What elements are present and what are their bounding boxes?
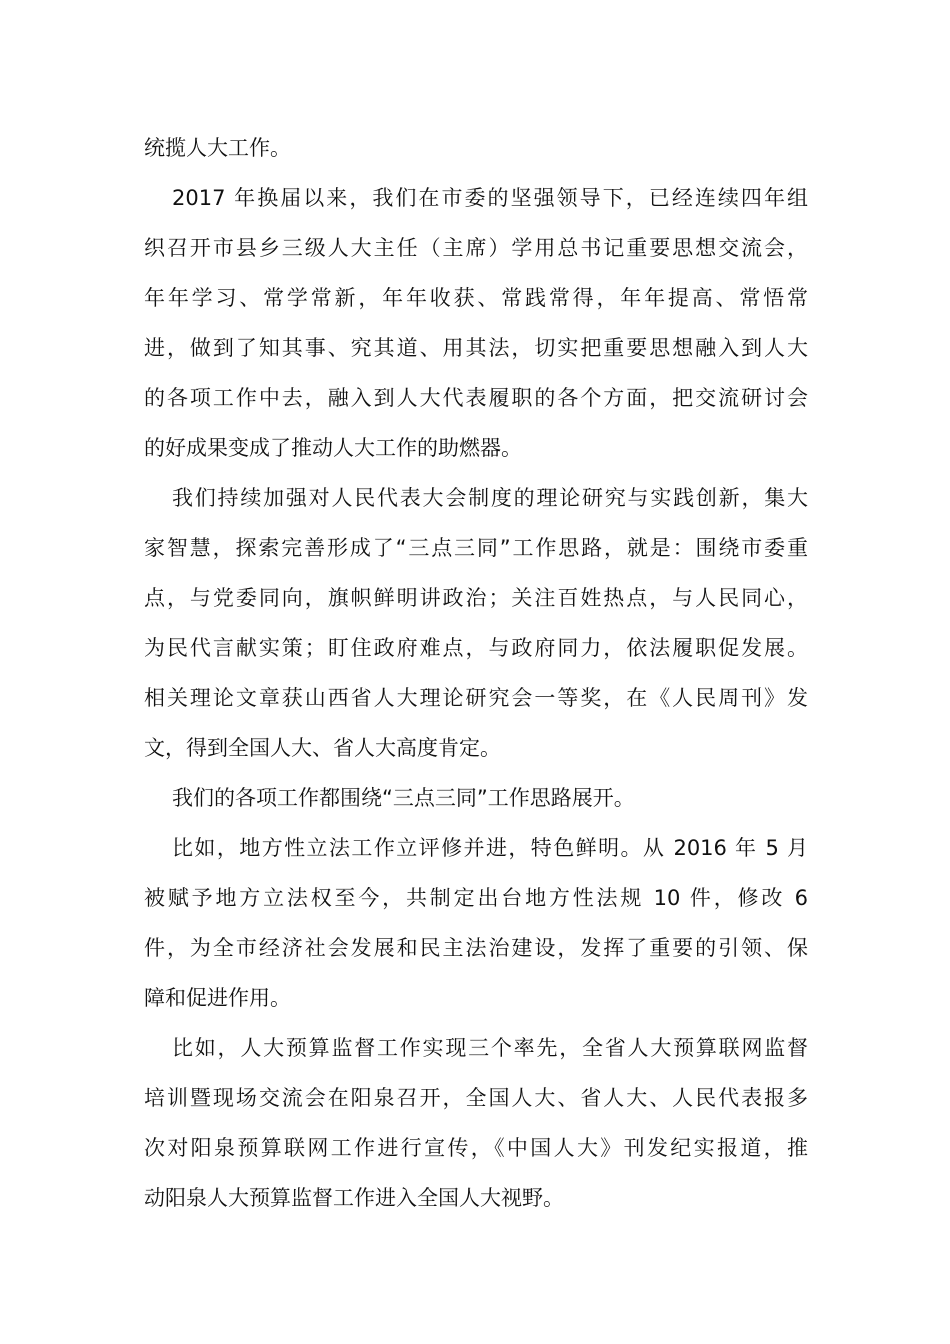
text-line: 年年学习、常学常新，年年收获、常践常得，年年提高、常悟常 xyxy=(144,286,808,310)
text-line: 统揽人大工作。 xyxy=(144,136,291,160)
text-line: 2017 年换届以来，我们在市委的坚强领导下，已经连续四年组 xyxy=(172,186,808,210)
text-line: 动阳泉人大预算监督工作进入全国人大视野。 xyxy=(144,1186,564,1210)
text-line: 障和促进作用。 xyxy=(144,986,291,1010)
text-line: 文，得到全国人大、省人大高度肯定。 xyxy=(144,736,501,760)
text-line: 的好成果变成了推动人大工作的助燃器。 xyxy=(144,436,522,460)
text-line: 培训暨现场交流会在阳泉召开，全国人大、省人大、人民代表报多 xyxy=(144,1086,808,1110)
text-line: 比如，地方性立法工作立评修并进，特色鲜明。从 2016 年 5 月 xyxy=(172,836,808,860)
text-line: 点，与党委同向，旗帜鲜明讲政治；关注百姓热点，与人民同心， xyxy=(144,586,808,610)
text-line: 织召开市县乡三级人大主任（主席）学用总书记重要思想交流会， xyxy=(144,236,808,260)
text-line: 件，为全市经济社会发展和民主法治建设，发挥了重要的引领、保 xyxy=(144,936,808,960)
text-line: 次对阳泉预算联网工作进行宣传，《中国人大》刊发纪实报道，推 xyxy=(144,1136,808,1160)
text-line: 比如，人大预算监督工作实现三个率先，全省人大预算联网监督 xyxy=(172,1036,808,1060)
text-line: 进，做到了知其事、究其道、用其法，切实把重要思想融入到人大 xyxy=(144,336,808,360)
text-line: 相关理论文章获山西省人大理论研究会一等奖，在《人民周刊》发 xyxy=(144,686,808,710)
text-line: 被赋予地方立法权至今，共制定出台地方性法规 10 件，修改 6 xyxy=(144,886,808,910)
text-line: 家智慧，探索完善形成了“三点三同”工作思路，就是：围绕市委重 xyxy=(144,536,808,560)
text-line: 为民代言献实策；盯住政府难点，与政府同力，依法履职促发展。 xyxy=(144,636,808,660)
text-line: 的各项工作中去，融入到人大代表履职的各个方面，把交流研讨会 xyxy=(144,386,808,410)
text-line: 我们的各项工作都围绕“三点三同”工作思路展开。 xyxy=(172,786,635,810)
text-line: 我们持续加强对人民代表大会制度的理论研究与实践创新，集大 xyxy=(172,486,808,510)
